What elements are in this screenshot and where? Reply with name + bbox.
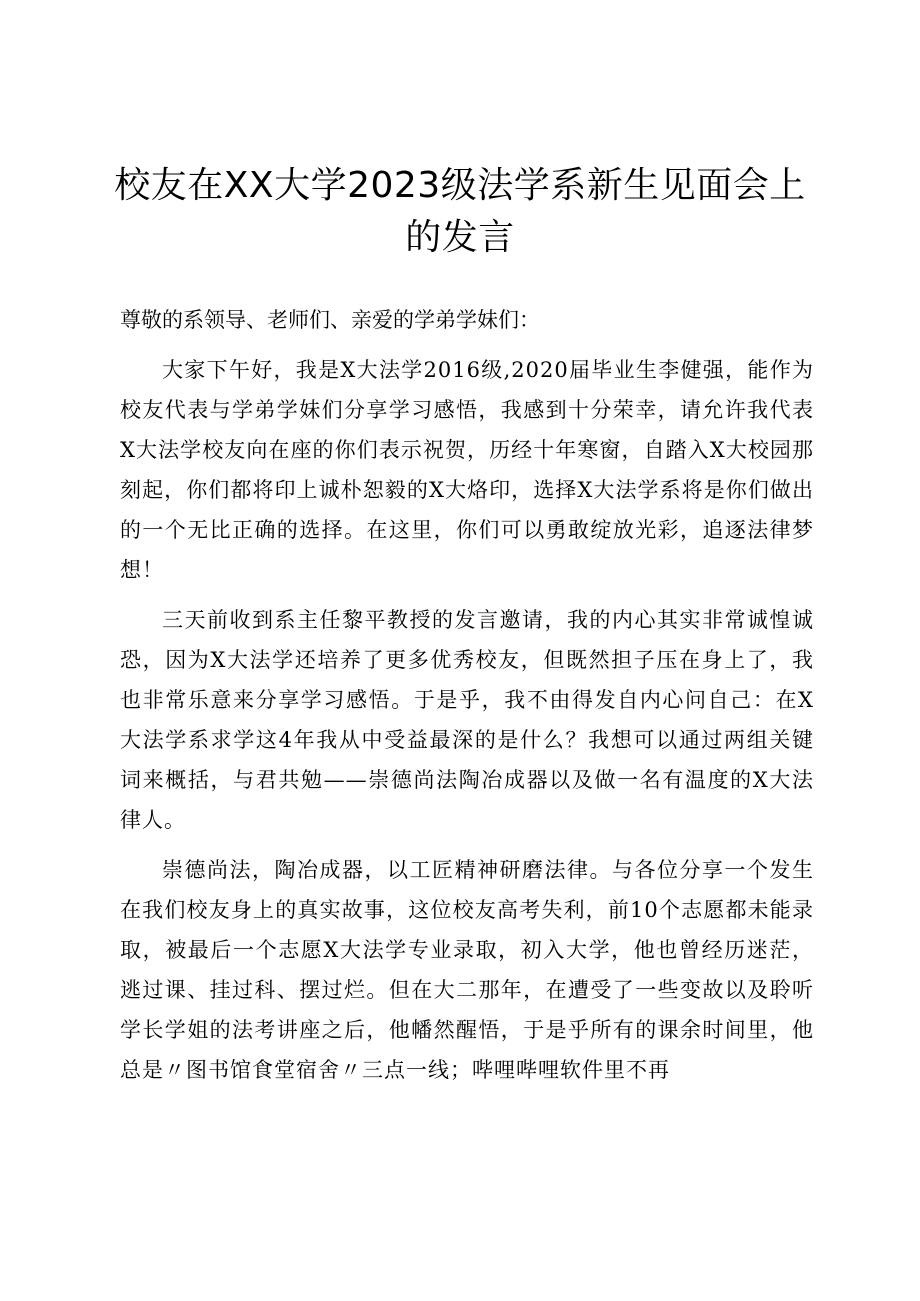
title-line-1: 校友在XX大学2023级法学系新生见面会上	[114, 165, 806, 206]
document-body	[120, 300, 814, 1090]
paragraph-1: 大家下午好，我是X大法学2016级,2020届毕业生李健强，能作为校友代表与学弟学妹们分享学习感悟，我感到十分荣幸，请允许我代表X大法学校友向在座的你们表示祝贺，历经十年寒窗，自踏入X大校园那刻起，你们都将印上诚朴恕毅的X大烙印，选择X大法学系将是你们做出的一个无比正确的选择。在这里，你们可以勇敢绽放光彩，追逐法律梦想！	[120, 358, 814, 582]
title-line-2: 的发言	[405, 217, 515, 258]
paragraph-3: 崇德尚法，陶冶成器，以工匠精神研磨法律。与各位分享一个发生在我们校友身上的真实故事，这位校友高考失利，前10个志愿都未能录取，被最后一个志愿X大法学专业录取，初入大学，他也曾经历迷茫，逃过课、挂过科、摆过烂。但在大二那年，在遭受了一些变故以及聆听学长学姐的法考讲座之后，他幡然醒悟，于是乎所有的课余时间里，他总是〃图书馆食堂宿舍〃三点一线；哔哩哔哩软件里不再	[120, 858, 814, 1082]
salutation: 尊敬的系领导、老师们、亲爱的学弟学妹们：	[120, 308, 540, 332]
paragraph-2: 三天前收到系主任黎平教授的发言邀请，我的内心其实非常诚惶诚恐，因为X大法学还培养了更多优秀校友，但既然担子压在身上了，我也非常乐意来分享学习感悟。于是乎，我不由得发自内心问自己：在X大法学系求学这4年我从中受益最深的是什么？我想可以通过两组关键词来概括，与君共勉——崇德尚法陶冶成器以及做一名有温度的X大法律人。	[120, 608, 814, 832]
document-title	[100, 160, 820, 264]
